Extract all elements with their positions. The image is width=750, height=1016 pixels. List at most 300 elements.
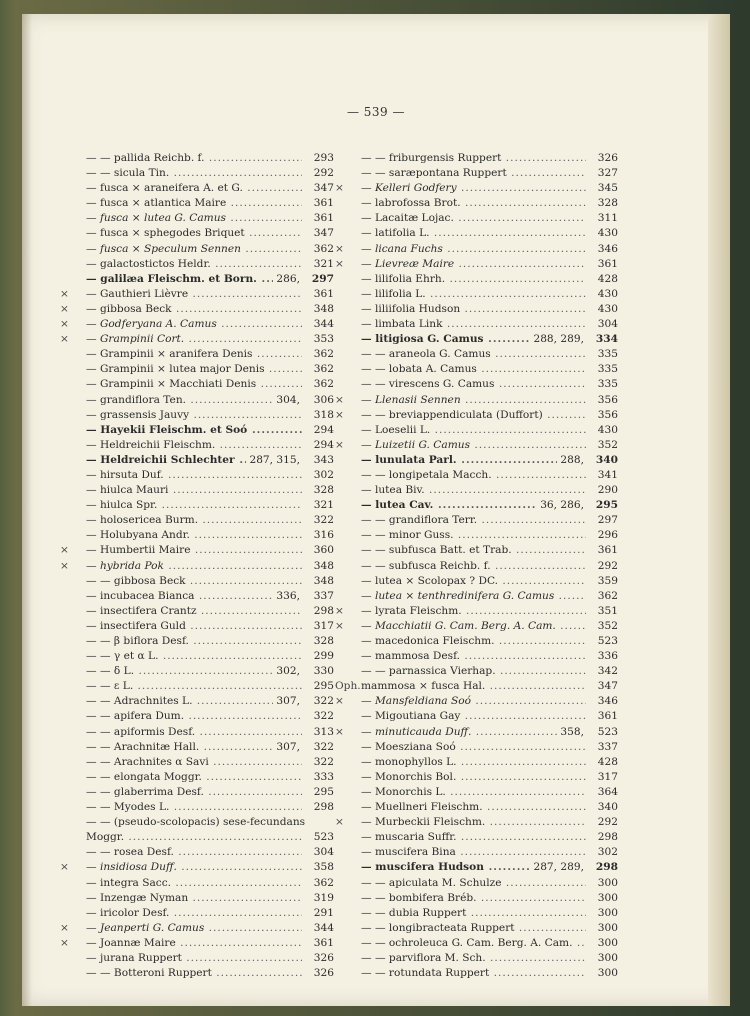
hybrid-mark: × — [335, 816, 344, 829]
entry-page-refs: 288, — [557, 453, 588, 468]
entry-name: — fusca × Speculum Sennen ..... — [86, 242, 308, 257]
entry-page-number: 300 — [586, 891, 618, 906]
entry-name: — — apifera Dum. ..... — [86, 709, 308, 724]
entry-page-number: 352 — [586, 438, 618, 453]
entry-name: — grassensis Jauvy ..... — [86, 408, 308, 423]
index-entry — [60, 921, 334, 936]
index-entry — [335, 725, 618, 740]
index-entry — [335, 483, 618, 498]
index-entry — [60, 860, 334, 875]
entry-name: — Humbertii Maire ..... — [86, 543, 308, 558]
index-entry — [60, 483, 334, 498]
index-entry — [335, 679, 618, 694]
entry-page-number: 362 — [302, 377, 334, 392]
hybrid-mark: × — [335, 242, 344, 255]
entry-name: — hirsuta Duf. ..... — [86, 468, 308, 483]
index-entry — [335, 543, 618, 558]
index-entry — [60, 679, 334, 694]
entry-name: — — glaberrima Desf. ..... — [86, 785, 308, 800]
entry-name: — liliifolia Hudson ..... — [361, 302, 592, 317]
index-entry — [335, 770, 618, 785]
entry-page-number: 353 — [302, 332, 334, 347]
entry-name: — insectifera Crantz ..... — [86, 604, 308, 619]
entry-page-number: 523 — [302, 830, 334, 845]
index-entry — [60, 725, 334, 740]
entry-page-number: 292 — [302, 166, 334, 181]
entry-name: — — rotundata Ruppert ..... — [361, 966, 592, 981]
entry-name: — — subfusca Reichb. f. ..... — [361, 559, 592, 574]
entry-page-number: 428 — [586, 272, 618, 287]
entry-name: — Luizetii G. Camus ..... — [361, 438, 592, 453]
index-entry — [335, 951, 618, 966]
entry-page-number: 297 — [586, 513, 618, 528]
entry-name: — lutea × Scolopax ? DC. ..... — [361, 574, 592, 589]
entry-page-number: 351 — [586, 604, 618, 619]
entry-name: — — Arachnitæ Hall. ..... — [86, 740, 308, 755]
index-entry — [335, 513, 618, 528]
index-entry — [335, 181, 618, 196]
entry-page-number: 359 — [586, 574, 618, 589]
entry-page-number: 337 — [586, 740, 618, 755]
entry-page-number: 361 — [586, 257, 618, 272]
index-entry — [335, 151, 618, 166]
hybrid-mark: × — [60, 287, 69, 300]
index-entry — [60, 755, 334, 770]
index-entry — [60, 377, 334, 392]
entry-page-number: 294 — [302, 423, 334, 438]
entry-page-number: 300 — [586, 951, 618, 966]
entry-name: — holosericea Burm. ..... — [86, 513, 308, 528]
entry-name: — fusca × araneifera A. et G. ..... — [86, 181, 308, 196]
entry-name: — muscifera Hudson ..... — [361, 860, 592, 875]
entry-name: — — parviflora M. Sch. ..... — [361, 951, 592, 966]
entry-name: — Macchiatii G. Cam. Berg. A. Cam. ..... — [361, 619, 592, 634]
entry-page-number: 362 — [302, 242, 334, 257]
entry-name: — Jeanperti G. Camus ..... — [86, 921, 308, 936]
index-entry — [335, 921, 618, 936]
entry-name: — — Adrachnites L. ..... — [86, 694, 308, 709]
entry-page-refs: 302, — [273, 664, 304, 679]
entry-name: — incubacea Bianca ..... — [86, 589, 308, 604]
index-entry — [60, 619, 334, 634]
gutter-shadow — [22, 14, 32, 1006]
hybrid-mark: × — [60, 544, 69, 557]
entry-page-number: 348 — [302, 559, 334, 574]
index-entry — [60, 166, 334, 181]
entry-name: — lutea Biv. ..... — [361, 483, 592, 498]
hybrid-mark: Oph. — [335, 680, 361, 693]
index-entry — [335, 815, 618, 830]
index-entry — [335, 302, 618, 317]
entry-page-number: 304 — [586, 317, 618, 332]
entry-page-number: 317 — [302, 619, 334, 634]
index-entry — [60, 332, 334, 347]
entry-page-number: 360 — [302, 543, 334, 558]
index-entry — [335, 649, 618, 664]
entry-name: — mammosa Desf. ..... — [361, 649, 592, 664]
entry-page-number: 342 — [586, 664, 618, 679]
entry-page-number: 344 — [302, 317, 334, 332]
entry-page-refs: 336, — [273, 589, 304, 604]
entry-page-number: 523 — [586, 725, 618, 740]
entry-page-number: 321 — [302, 257, 334, 272]
hybrid-mark: × — [335, 408, 344, 421]
index-entry — [60, 181, 334, 196]
index-entry — [335, 876, 618, 891]
entry-name: — Monorchis L. ..... — [361, 785, 592, 800]
entry-page-refs: 358, — [557, 725, 588, 740]
entry-name: — lilifolia Ehrh. ..... — [361, 272, 592, 287]
entry-page-number: 313 — [302, 725, 334, 740]
entry-name: — — Myodes L. ..... — [86, 800, 308, 815]
index-entry — [60, 815, 334, 830]
entry-name: — — sicula Tin. ..... — [86, 166, 308, 181]
entry-name: — — araneola G. Camus ..... — [361, 347, 592, 362]
entry-page-number: 340 — [586, 453, 618, 468]
entry-name: — — virescens G. Camus ..... — [361, 377, 592, 392]
entry-name: — grandiflora Ten. ..... — [86, 393, 308, 408]
entry-page-number: 337 — [302, 589, 334, 604]
index-entry — [335, 408, 618, 423]
index-entry — [60, 513, 334, 528]
entry-name: — labrofossa Brot. ..... — [361, 196, 592, 211]
entry-name: — — dubia Ruppert ..... — [361, 906, 592, 921]
entry-page-number: 345 — [586, 181, 618, 196]
hybrid-mark: × — [60, 921, 69, 934]
index-entry — [335, 755, 618, 770]
index-entry — [60, 845, 334, 860]
entry-page-number: 335 — [586, 377, 618, 392]
entry-name: — fusca × lutea G. Camus ..... — [86, 211, 308, 226]
index-entry — [60, 423, 334, 438]
entry-page-number: 292 — [586, 815, 618, 830]
entry-page-number: 352 — [586, 619, 618, 634]
index-entry — [60, 226, 334, 241]
index-entry — [335, 332, 618, 347]
entry-page-number: 361 — [586, 709, 618, 724]
entry-page-number: 361 — [302, 211, 334, 226]
entry-name: — — δ L. ..... — [86, 664, 308, 679]
entry-page-number: 333 — [302, 770, 334, 785]
index-entry — [335, 936, 618, 951]
entry-page-number: 334 — [586, 332, 618, 347]
index-entry — [335, 574, 618, 589]
index-entry — [60, 891, 334, 906]
entry-name: — Murbeckii Fleischm. ..... — [361, 815, 592, 830]
entry-page-number: 300 — [586, 936, 618, 951]
index-entry — [335, 800, 618, 815]
index-entry — [60, 287, 334, 302]
index-entry — [60, 528, 334, 543]
index-entry — [335, 528, 618, 543]
entry-name: — — Botteroni Ruppert ..... — [86, 966, 308, 981]
entry-name: — — longibracteata Ruppert ..... — [361, 921, 592, 936]
entry-page-number: 302 — [586, 845, 618, 860]
page-edge — [708, 14, 730, 1006]
index-entry — [60, 272, 334, 287]
entry-name: — — γ et α L. ..... — [86, 649, 308, 664]
entry-name: — lutea × tenthredinifera G. Camus ..... — [361, 589, 592, 604]
index-entry — [335, 393, 618, 408]
entry-page-number: 356 — [586, 408, 618, 423]
entry-page-number: 300 — [586, 921, 618, 936]
index-entry — [60, 151, 334, 166]
entry-name: mammosa × fusca Hal. ..... — [361, 679, 592, 694]
entry-name: — — grandiflora Terr. ..... — [361, 513, 592, 528]
entry-page-number: 326 — [302, 951, 334, 966]
entry-page-number: 344 — [302, 921, 334, 936]
entry-page-refs: 286, — [273, 272, 304, 287]
entry-page-number: 319 — [302, 891, 334, 906]
entry-page-number: 295 — [586, 498, 618, 513]
index-entry — [335, 453, 618, 468]
entry-page-number: 347 — [302, 226, 334, 241]
entry-name: — Lievreæ Maire ..... — [361, 257, 592, 272]
index-column-left — [60, 151, 334, 981]
index-entry — [60, 347, 334, 362]
index-entry — [335, 604, 618, 619]
index-entry — [60, 543, 334, 558]
entry-page-number: 306 — [302, 393, 334, 408]
entry-page-number: 335 — [586, 347, 618, 362]
index-entry — [335, 664, 618, 679]
index-entry — [335, 362, 618, 377]
index-entry — [335, 242, 618, 257]
index-entry — [60, 830, 334, 845]
page-number: — 539 — — [346, 105, 406, 119]
entry-page-number: 322 — [302, 513, 334, 528]
index-entry — [335, 347, 618, 362]
entry-page-number: 297 — [302, 272, 334, 287]
index-entry — [60, 876, 334, 891]
entry-name: — — ε L. ..... — [86, 679, 308, 694]
entry-page-number: 361 — [586, 543, 618, 558]
entry-name: — latifolia L. ..... — [361, 226, 592, 241]
entry-name: — iricolor Desf. ..... — [86, 906, 308, 921]
entry-name: — — apiformis Desf. ..... — [86, 725, 308, 740]
entry-name: — — saræpontana Ruppert ..... — [361, 166, 592, 181]
index-entry — [60, 362, 334, 377]
entry-page-number: 296 — [586, 528, 618, 543]
index-entry — [335, 211, 618, 226]
entry-name: — Lacaitæ Lojac. ..... — [361, 211, 592, 226]
index-entry — [60, 302, 334, 317]
index-entry — [60, 408, 334, 423]
entry-name: — insidiosa Duff. ..... — [86, 860, 308, 875]
index-entry — [60, 196, 334, 211]
entry-page-refs: 287, 315, — [246, 453, 304, 468]
entry-page-number: 346 — [586, 242, 618, 257]
index-entry — [335, 317, 618, 332]
entry-page-number: 300 — [586, 876, 618, 891]
entry-page-number: 430 — [586, 226, 618, 241]
entry-page-number: 316 — [302, 528, 334, 543]
hybrid-mark: × — [335, 725, 344, 738]
entry-name: — — longipetala Macch. ..... — [361, 468, 592, 483]
entry-page-number: 348 — [302, 574, 334, 589]
index-entry — [60, 740, 334, 755]
index-entry — [335, 423, 618, 438]
entry-name: — Kelleri Godfery ..... — [361, 181, 592, 196]
entry-page-number: 430 — [586, 302, 618, 317]
entry-page-number: 347 — [586, 679, 618, 694]
index-entry — [335, 966, 618, 981]
entry-name: — fusca × atlantica Maire ..... — [86, 196, 308, 211]
index-entry — [60, 785, 334, 800]
entry-page-number: 361 — [302, 196, 334, 211]
index-entry — [60, 634, 334, 649]
entry-page-number: 358 — [302, 860, 334, 875]
entry-page-number: 322 — [302, 755, 334, 770]
index-entry — [60, 589, 334, 604]
hybrid-mark: × — [60, 318, 69, 331]
entry-name: — galactostictos Heldr. ..... — [86, 257, 308, 272]
entry-page-number: 348 — [302, 302, 334, 317]
book-page — [22, 14, 730, 1006]
hybrid-mark: × — [60, 559, 69, 572]
entry-name: — — rosea Desf. ..... — [86, 845, 308, 860]
index-entry — [335, 709, 618, 724]
hybrid-mark: × — [60, 936, 69, 949]
entry-name: — Heldreichii Fleischm. ..... — [86, 438, 308, 453]
entry-page-number: 364 — [586, 785, 618, 800]
entry-name: — Moesziana Soó ..... — [361, 740, 592, 755]
entry-page-refs: 307, — [273, 694, 304, 709]
entry-name: — hybrida Pok ..... — [86, 559, 308, 574]
entry-name: — Inzengæ Nyman ..... — [86, 891, 308, 906]
entry-page-refs: 307, — [273, 740, 304, 755]
entry-name: — lilifolia L. ..... — [361, 287, 592, 302]
index-entry — [335, 860, 618, 875]
entry-page-number: 326 — [586, 151, 618, 166]
index-entry — [335, 906, 618, 921]
entry-name: — Joannæ Maire ..... — [86, 936, 308, 951]
entry-page-number: 311 — [586, 211, 618, 226]
entry-page-number: 330 — [302, 664, 334, 679]
entry-name: — — bombifera Bréb. ..... — [361, 891, 592, 906]
hybrid-mark: × — [335, 695, 344, 708]
hybrid-mark: × — [60, 302, 69, 315]
entry-name: — — friburgensis Ruppert ..... — [361, 151, 592, 166]
entry-page-number: 299 — [302, 649, 334, 664]
entry-page-number: 293 — [302, 151, 334, 166]
index-entry — [60, 453, 334, 468]
entry-name: — insectifera Guld ..... — [86, 619, 308, 634]
entry-page-number: 322 — [302, 694, 334, 709]
entry-name: — lutea Cav. ..... — [361, 498, 592, 513]
entry-name: — Llenasii Sennen ..... — [361, 393, 592, 408]
entry-name: — Godferyana A. Camus ..... — [86, 317, 308, 332]
index-entry — [60, 770, 334, 785]
index-entry — [335, 634, 618, 649]
index-entry — [335, 845, 618, 860]
entry-name: — lunulata Parl. ..... — [361, 453, 592, 468]
index-entry — [335, 891, 618, 906]
entry-page-number: 317 — [586, 770, 618, 785]
entry-name: — integra Sacc. ..... — [86, 876, 308, 891]
index-entry — [60, 951, 334, 966]
entry-name: — Hayekii Fleischm. et Soó ..... — [86, 423, 308, 438]
index-entry — [60, 694, 334, 709]
index-entry — [335, 226, 618, 241]
index-entry — [60, 649, 334, 664]
index-entry — [60, 498, 334, 513]
hybrid-mark: × — [335, 619, 344, 632]
entry-page-number: 361 — [302, 287, 334, 302]
index-entry — [60, 664, 334, 679]
entry-page-number: 304 — [302, 845, 334, 860]
entry-page-number: 328 — [302, 634, 334, 649]
entry-page-number: 300 — [586, 966, 618, 981]
index-entry — [60, 393, 334, 408]
entry-page-number: 428 — [586, 755, 618, 770]
entry-name: — Grampinii × lutea major Denis ..... — [86, 362, 308, 377]
entry-name: — Migoutiana Gay ..... — [361, 709, 592, 724]
entry-name: — Grampinii × aranifera Denis ..... — [86, 347, 308, 362]
index-entry — [335, 272, 618, 287]
entry-page-number: 336 — [586, 649, 618, 664]
entry-name: — limbata Link ..... — [361, 317, 592, 332]
entry-name: — Monorchis Bol. ..... — [361, 770, 592, 785]
entry-page-number: 362 — [302, 347, 334, 362]
index-entry — [60, 211, 334, 226]
entry-name: — — lobata A. Camus ..... — [361, 362, 592, 377]
index-entry — [335, 438, 618, 453]
entry-page-number: 302 — [302, 468, 334, 483]
entry-page-number: 328 — [302, 483, 334, 498]
entry-name: — Grampinii × Macchiati Denis ..... — [86, 377, 308, 392]
entry-page-refs: 304, — [273, 393, 304, 408]
entry-name: — jurana Ruppert ..... — [86, 951, 308, 966]
index-entry — [60, 800, 334, 815]
index-entry — [335, 377, 618, 392]
entry-name: — galilæa Fleischm. et Born. ..... — [86, 272, 308, 287]
index-entry — [335, 287, 618, 302]
hybrid-mark: × — [60, 333, 69, 346]
index-entry — [335, 166, 618, 181]
entry-page-number: 328 — [586, 196, 618, 211]
entry-name: — hiulca Spr. ..... — [86, 498, 308, 513]
index-entry — [335, 694, 618, 709]
hybrid-mark: × — [335, 604, 344, 617]
entry-name: — Gauthieri Lièvre ..... — [86, 287, 308, 302]
hybrid-mark: × — [335, 438, 344, 451]
entry-name: — — ochroleuca G. Cam. Berg. A. Cam. ..... — [361, 936, 592, 951]
entry-name: — — apiculata M. Schulze ..... — [361, 876, 592, 891]
entry-page-number: 362 — [586, 589, 618, 604]
entry-name: — Loeselii L. ..... — [361, 423, 592, 438]
entry-name: — litigiosa G. Camus ..... — [361, 332, 592, 347]
entry-name: — — Arachnites α Savi ..... — [86, 755, 308, 770]
entry-name: — macedonica Fleischm. ..... — [361, 634, 592, 649]
index-entry — [60, 559, 334, 574]
entry-page-number: 523 — [586, 634, 618, 649]
hybrid-mark: × — [335, 182, 344, 195]
hybrid-mark: × — [335, 257, 344, 270]
index-entry — [335, 740, 618, 755]
entry-name: — Grampinii Cort. ..... — [86, 332, 308, 347]
entry-page-number: 322 — [302, 740, 334, 755]
index-entry — [60, 468, 334, 483]
index-entry — [60, 438, 334, 453]
entry-page-number: 294 — [302, 438, 334, 453]
entry-name: — — gibbosa Beck ..... — [86, 574, 308, 589]
entry-name: — — (pseudo-scolopacis) sese-fecundans — [86, 816, 306, 829]
index-entry — [60, 574, 334, 589]
entry-page-number: 362 — [302, 362, 334, 377]
entry-page-number: 295 — [302, 785, 334, 800]
index-entry — [60, 317, 334, 332]
